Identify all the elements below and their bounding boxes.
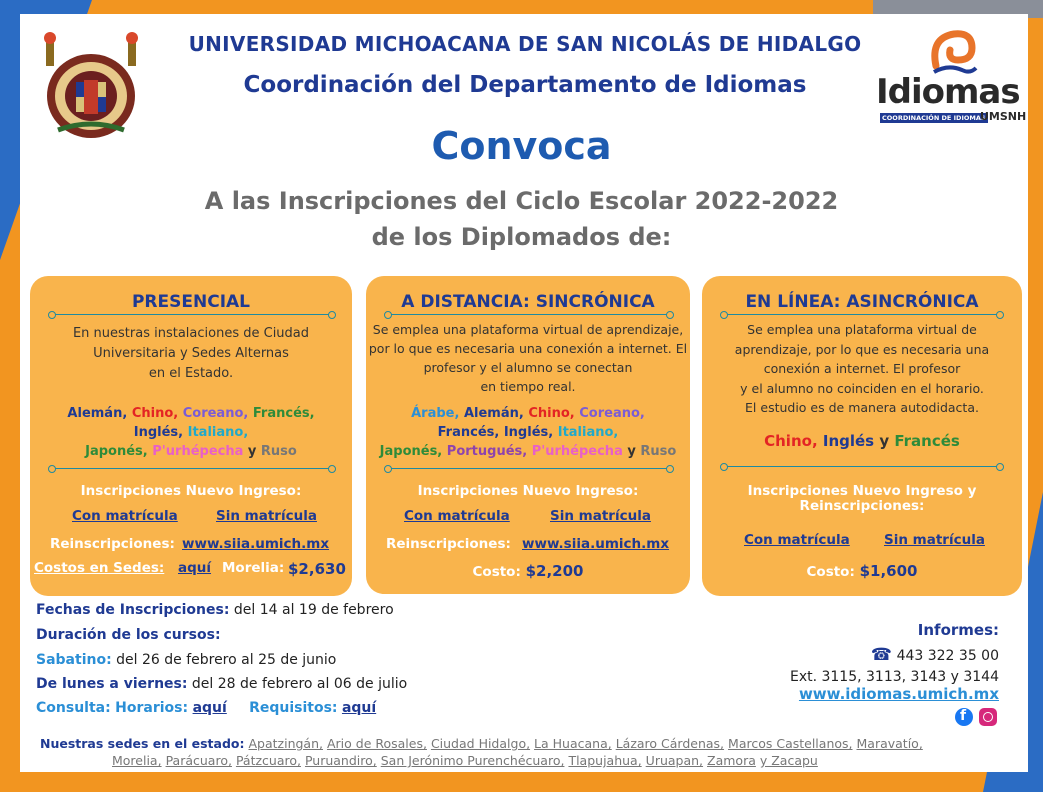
lang-chino: Chino, — [131, 406, 179, 421]
lang-ingles: Inglés, — [133, 425, 184, 440]
lang-japones: Japonés, — [85, 444, 148, 459]
distancia-price: $2,200 — [525, 562, 584, 580]
divider — [52, 468, 332, 469]
distancia-title: A DISTANCIA: SINCRÓNICA — [401, 292, 655, 312]
lang-italiano: Italiano, — [187, 425, 249, 440]
desc-line: En nuestras instalaciones de Ciudad — [72, 326, 310, 341]
distancia-languages — [366, 404, 690, 461]
lang-and: y — [879, 432, 890, 450]
lang-japones: Japonés, — [379, 444, 443, 459]
costos-aqui-link[interactable]: aquí — [178, 560, 212, 576]
logo-wordmark: Idiomas — [876, 72, 1020, 112]
sede-item[interactable]: Marcos Castellanos, — [728, 736, 853, 751]
distancia-card — [366, 276, 690, 594]
desc-line: y el alumno no coinciden en el horario. — [740, 380, 984, 396]
web-row — [799, 685, 999, 703]
extensions: Ext. 3115, 3113, 3143 y 3144 — [789, 669, 999, 685]
distancia-reins-row — [366, 536, 690, 556]
linea-description — [702, 320, 1022, 418]
distancia-ins-heading: Inscripciones Nuevo Ingreso: — [417, 483, 639, 499]
cost-label: Costo: — [806, 564, 855, 580]
sede-item[interactable]: Tlapujahua, — [568, 753, 642, 768]
con-matricula-link[interactable]: Con matrícula — [404, 508, 510, 524]
desc-line: Se emplea una plataforma virtual de aprendizaje, — [372, 322, 684, 337]
lang-ruso: Ruso — [260, 444, 297, 459]
linea-card — [702, 276, 1022, 596]
sede-item[interactable]: San Jerónimo Purenchécuaro, — [380, 753, 565, 768]
desc-line: conexión a internet. El profesor — [763, 361, 961, 376]
sede-item[interactable]: La Huacana, — [534, 736, 612, 751]
headline-line1: A las Inscripciones del Ciclo Escolar 2022-2022 — [204, 187, 839, 215]
lunes-value: del 28 de febrero al 06 de julio — [191, 676, 408, 692]
sede-item[interactable]: Uruapan, — [645, 753, 704, 768]
presencial-languages — [30, 404, 352, 461]
sede-item[interactable]: Morelia, — [112, 753, 162, 768]
reins-label: Reinscripciones: — [50, 536, 175, 552]
university-title: UNIVERSIDAD MICHOACANA DE SAN NICOLÁS DE HIDALGO — [188, 32, 862, 56]
distancia-cost-row — [366, 562, 690, 582]
sede-item[interactable]: Lázaro Cárdenas, — [615, 736, 725, 751]
linea-cost-row — [702, 562, 1022, 582]
lang-ingles: Inglés, — [503, 425, 554, 440]
fechas-value: del 14 al 19 de febrero — [233, 602, 394, 618]
linea-price: $1,600 — [859, 562, 918, 580]
desc-line: Se emplea una plataforma virtual de — [747, 322, 977, 337]
cost-label: Costo: — [472, 564, 521, 580]
logo-subtitle: COORDINACIÓN DE IDIOMAS — [882, 114, 986, 122]
fechas-label: Fechas de Inscripciones: — [36, 602, 230, 618]
presencial-description — [30, 324, 352, 384]
desc-line: en tiempo real. — [480, 379, 576, 394]
duracion-label: Duración de los cursos: — [36, 627, 221, 643]
distancia-links — [366, 508, 690, 528]
sin-matricula-link[interactable]: Sin matrícula — [216, 508, 317, 524]
sede-item[interactable]: Apatzingán, — [248, 736, 323, 751]
sede-item[interactable]: Ario de Rosales, — [326, 736, 427, 751]
divider — [724, 314, 1000, 315]
consulta-row — [36, 700, 376, 716]
desc-line: El estudio es de manera autodidacta. — [745, 400, 979, 415]
headline-subtitle — [0, 183, 1043, 255]
horarios-label: Horarios: — [115, 700, 189, 716]
lang-ingles: Inglés — [822, 432, 875, 450]
siia-link[interactable]: www.siia.umich.mx — [522, 536, 670, 552]
presencial-price: $2,630 — [288, 560, 346, 578]
desc-line: Universitaria y Sedes Alternas — [93, 346, 289, 361]
linea-ins-heading — [702, 484, 1022, 514]
con-matricula-link[interactable]: Con matrícula — [744, 532, 850, 548]
lang-italiano: Italiano, — [557, 425, 619, 440]
presencial-reins-row — [30, 536, 352, 556]
con-matricula-link[interactable]: Con matrícula — [72, 508, 178, 524]
linea-languages — [702, 432, 1022, 451]
headline-convoca: Convoca — [431, 124, 612, 168]
lang-chino: Chino, — [764, 432, 818, 450]
divider — [724, 466, 1000, 467]
divider — [52, 314, 332, 315]
ins-heading-line: Inscripciones Nuevo Ingreso y — [747, 483, 977, 499]
lang-ruso: Ruso — [640, 444, 677, 459]
lang-aleman: Alemán, — [463, 406, 524, 421]
department-title: Coordinación del Departamento de Idiomas — [243, 72, 807, 98]
sede-item[interactable]: Maravatío, — [856, 736, 923, 751]
siia-link[interactable]: www.siia.umich.mx — [182, 536, 330, 552]
costos-sedes-label: Costos en Sedes: — [34, 560, 165, 576]
lang-frances: Francés — [894, 432, 960, 450]
horarios-link[interactable]: aquí — [192, 700, 227, 716]
sin-matricula-link[interactable]: Sin matrícula — [550, 508, 651, 524]
sede-item[interactable]: Puruandiro, — [304, 753, 377, 768]
phone-row — [871, 645, 999, 665]
sede-item[interactable]: Ciudad Hidalgo, — [430, 736, 531, 751]
presencial-title: PRESENCIAL — [131, 292, 251, 312]
extensions-row — [790, 669, 999, 685]
lang-frances: Francés, — [437, 425, 500, 440]
headline-line2: de los Diplomados de: — [371, 223, 672, 251]
desc-line: en el Estado. — [148, 366, 234, 381]
distancia-description — [366, 320, 690, 396]
sede-item[interactable]: Parácuaro, — [165, 753, 232, 768]
fechas-row — [36, 602, 394, 618]
lang-purhepecha: P'urhépecha — [531, 444, 623, 459]
lang-and: y — [247, 444, 257, 459]
sabatino-label: Sabatino: — [36, 652, 112, 668]
sabatino-row — [36, 652, 336, 668]
instagram-icon[interactable] — [979, 708, 997, 726]
requisitos-link[interactable]: aquí — [341, 700, 377, 716]
phone-icon: ☎ — [870, 645, 893, 665]
consulta-label: Consulta: — [36, 700, 111, 716]
sedes-label: Nuestras sedes en el estado: — [40, 736, 245, 751]
idiomas-logo — [876, 28, 1032, 128]
phone-number: 443 322 35 00 — [896, 648, 999, 664]
lang-portugues: Portugués, — [446, 444, 528, 459]
lang-chino: Chino, — [528, 406, 575, 421]
lang-frances: Francés, — [252, 406, 315, 421]
lunes-row — [36, 676, 407, 692]
sedes-list — [40, 735, 1000, 769]
sin-matricula-link[interactable]: Sin matrícula — [884, 532, 985, 548]
lang-coreano: Coreano, — [579, 406, 645, 421]
lang-purhepecha: P'urhépecha — [152, 444, 244, 459]
desc-line: aprendizaje, por lo que es necesaria una — [734, 341, 990, 357]
logo-umsnh: UMSNH — [980, 110, 1027, 123]
ins-heading-line: Reinscripciones: — [799, 498, 925, 514]
linea-links — [702, 532, 1022, 552]
requisitos-label: Requisitos: — [249, 700, 338, 716]
lang-aleman: Alemán, — [67, 406, 128, 421]
lunes-label: De lunes a viernes: — [36, 676, 188, 692]
lang-coreano: Coreano, — [182, 406, 249, 421]
lang-arabe: Árabe, — [411, 406, 460, 421]
sabatino-value: del 26 de febrero al 25 de junio — [116, 652, 337, 668]
reins-label: Reinscripciones: — [386, 536, 511, 552]
desc-line: por lo que es necesaria una conexión a internet. El — [368, 341, 688, 356]
duracion-row — [36, 627, 221, 643]
divider — [388, 468, 670, 469]
informes-heading — [918, 621, 999, 639]
divider — [388, 314, 670, 315]
web-link[interactable]: www.idiomas.umich.mx — [798, 685, 999, 703]
morelia-label: Morelia: — [222, 560, 285, 576]
sede-item[interactable]: Pátzcuaro, — [235, 753, 301, 768]
informes-label: Informes: — [917, 621, 999, 639]
facebook-icon[interactable]: f — [955, 708, 973, 726]
presencial-ins-heading: Inscripciones Nuevo Ingreso: — [80, 483, 302, 499]
desc-line: profesor y el alumno se conectan — [423, 360, 633, 375]
sede-item[interactable]: Zamora — [707, 753, 756, 768]
presencial-card — [30, 276, 352, 596]
sede-item[interactable]: y Zacapu — [759, 753, 818, 768]
presencial-links — [30, 508, 352, 528]
lang-and: y — [627, 444, 636, 459]
idiomas-swirl-icon — [928, 28, 978, 76]
linea-title: EN LÍNEA: ASINCRÓNICA — [745, 292, 979, 312]
presencial-cost-row — [30, 560, 352, 582]
